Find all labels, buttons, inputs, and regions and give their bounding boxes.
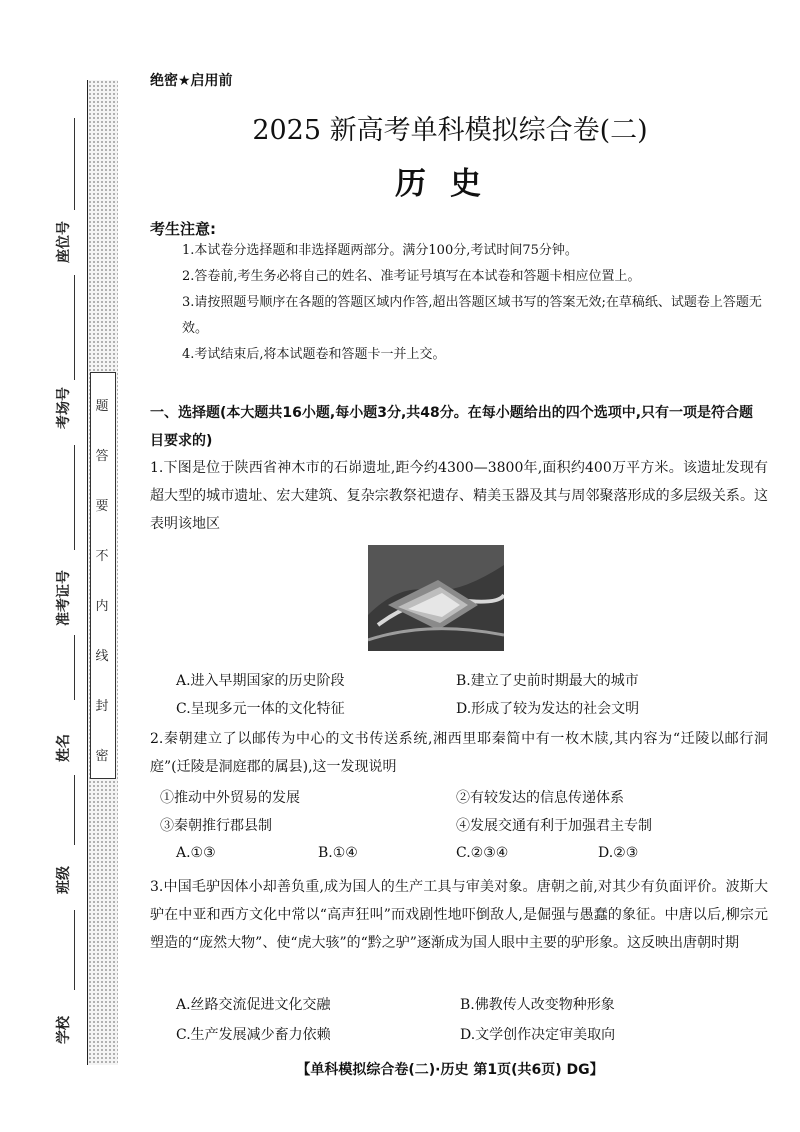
- question-2-option-d: D.②③: [598, 845, 639, 861]
- notice-heading: 考生注意:: [150, 220, 216, 238]
- seal-char: 要: [95, 499, 109, 514]
- seal-line-box: [90, 372, 116, 779]
- question-2-statement-4: ④发展交通有利于加强君主专制: [456, 818, 652, 834]
- question-1-option-d: D.形成了较为发达的社会文明: [456, 701, 640, 717]
- subject-title: 历史: [395, 166, 505, 202]
- seal-char: 不: [95, 549, 109, 564]
- notice-item: 4.考试结束后,将本试题卷和答题卡一并上交。: [182, 347, 446, 362]
- seal-char: 封: [95, 699, 109, 714]
- name-label: 姓名: [56, 734, 72, 762]
- question-2-statement-3: ③秦朝推行郡县制: [160, 818, 272, 834]
- seat-number-line: [74, 118, 75, 210]
- class-label: 班级: [56, 866, 72, 894]
- confidential-label: 绝密★启用前: [150, 73, 233, 89]
- question-3-stem: 3.中国毛驴因体小却善负重,成为国人的生产工具与审美对象。唐朝之前,对其少有负面评价。波斯大驴在中亚和西方文化中常以“高声狂叫”而戏剧性地吓倒敌人,是倔强与愚蠢的象征。中唐以后,柳宗元塑造的“庞然大物”、使“虎大骇”的“黔之驴”逐渐成为国人眼中主要的驴形象。这反映出唐朝时期: [150, 879, 768, 951]
- question-1-option-a: A.进入早期国家的历史阶段: [176, 673, 345, 689]
- shimao-site-photo: [368, 545, 504, 651]
- question-2-stem: 2.秦朝建立了以邮传为中心的文书传送系统,湘西里耶秦简中有一枚木牍,其内容为“迁陵以邮行洞庭”(迁陵是洞庭郡的属县),这一发现说明: [150, 731, 768, 775]
- admission-number-label: 准考证号: [56, 570, 72, 626]
- question-2-option-b: B.①④: [318, 845, 358, 861]
- page-footer: 【单科模拟综合卷(二)·历史 第1页(共6页) DG】: [296, 1062, 604, 1078]
- section-heading: 一、选择题(本大题共16小题,每小题3分,共48分。在每小题给出的四个选项中,只有一项是符合题目要求的): [150, 405, 754, 449]
- exam-room-line: [74, 275, 75, 380]
- notice-item: 3.请按照题号顺序在各题的答题区域内作答,超出答题区域书写的答案无效;在草稿纸、试题卷上答题无效。: [182, 295, 762, 336]
- seal-char: 内: [95, 599, 109, 614]
- seal-char: 密: [95, 749, 109, 764]
- site-aerial-image: [368, 545, 504, 651]
- class-line: [74, 775, 75, 845]
- question-1-option-c: C.呈现多元一体的文化特征: [176, 701, 345, 717]
- notice-item: 1.本试卷分选择题和非选择题两部分。满分100分,考试时间75分钟。: [182, 243, 578, 258]
- question-3-option-a: A.丝路交流促进文化交融: [176, 997, 331, 1013]
- question-3-option-d: D.文学创作决定审美取向: [460, 1027, 616, 1043]
- question-1-option-b: B.建立了史前时期最大的城市: [456, 673, 639, 689]
- seat-number-label: 座位号: [56, 221, 72, 263]
- question-2-option-a: A.①③: [176, 845, 216, 861]
- question-3-option-b: B.佛教传人改变物种形象: [460, 997, 615, 1013]
- seal-char: 答: [95, 449, 109, 464]
- notice-item: 2.答卷前,考生务必将自己的姓名、准考证号填写在本试卷和答题卡相应位置上。: [182, 269, 641, 284]
- school-label: 学校: [56, 1016, 72, 1044]
- exam-room-label: 考场号: [56, 387, 72, 429]
- admission-number-line: [74, 445, 75, 550]
- question-2-statement-1: ①推动中外贸易的发展: [160, 790, 300, 806]
- question-2-option-c: C.②③④: [456, 845, 509, 861]
- seal-char: 线: [95, 649, 109, 664]
- question-1-stem: 1.下图是位于陕西省神木市的石峁遗址,距今约4300—3800年,面积约400万平方米。该遗址发现有超大型的城市遗址、宏大建筑、复杂宗教祭祀遗存、精美玉器及其与周邻聚落形成的多层级关系。这表明该地区: [150, 460, 768, 532]
- school-line: [74, 910, 75, 990]
- question-2-statement-2: ②有较发达的信息传递体系: [456, 790, 624, 806]
- question-3-option-c: C.生产发展减少畜力依赖: [176, 1027, 331, 1043]
- seal-char: 题: [95, 399, 109, 414]
- exam-title: 2025 新高考单科模拟综合卷(二): [252, 115, 648, 146]
- binding-margin-line: [87, 80, 88, 1065]
- name-line: [74, 635, 75, 700]
